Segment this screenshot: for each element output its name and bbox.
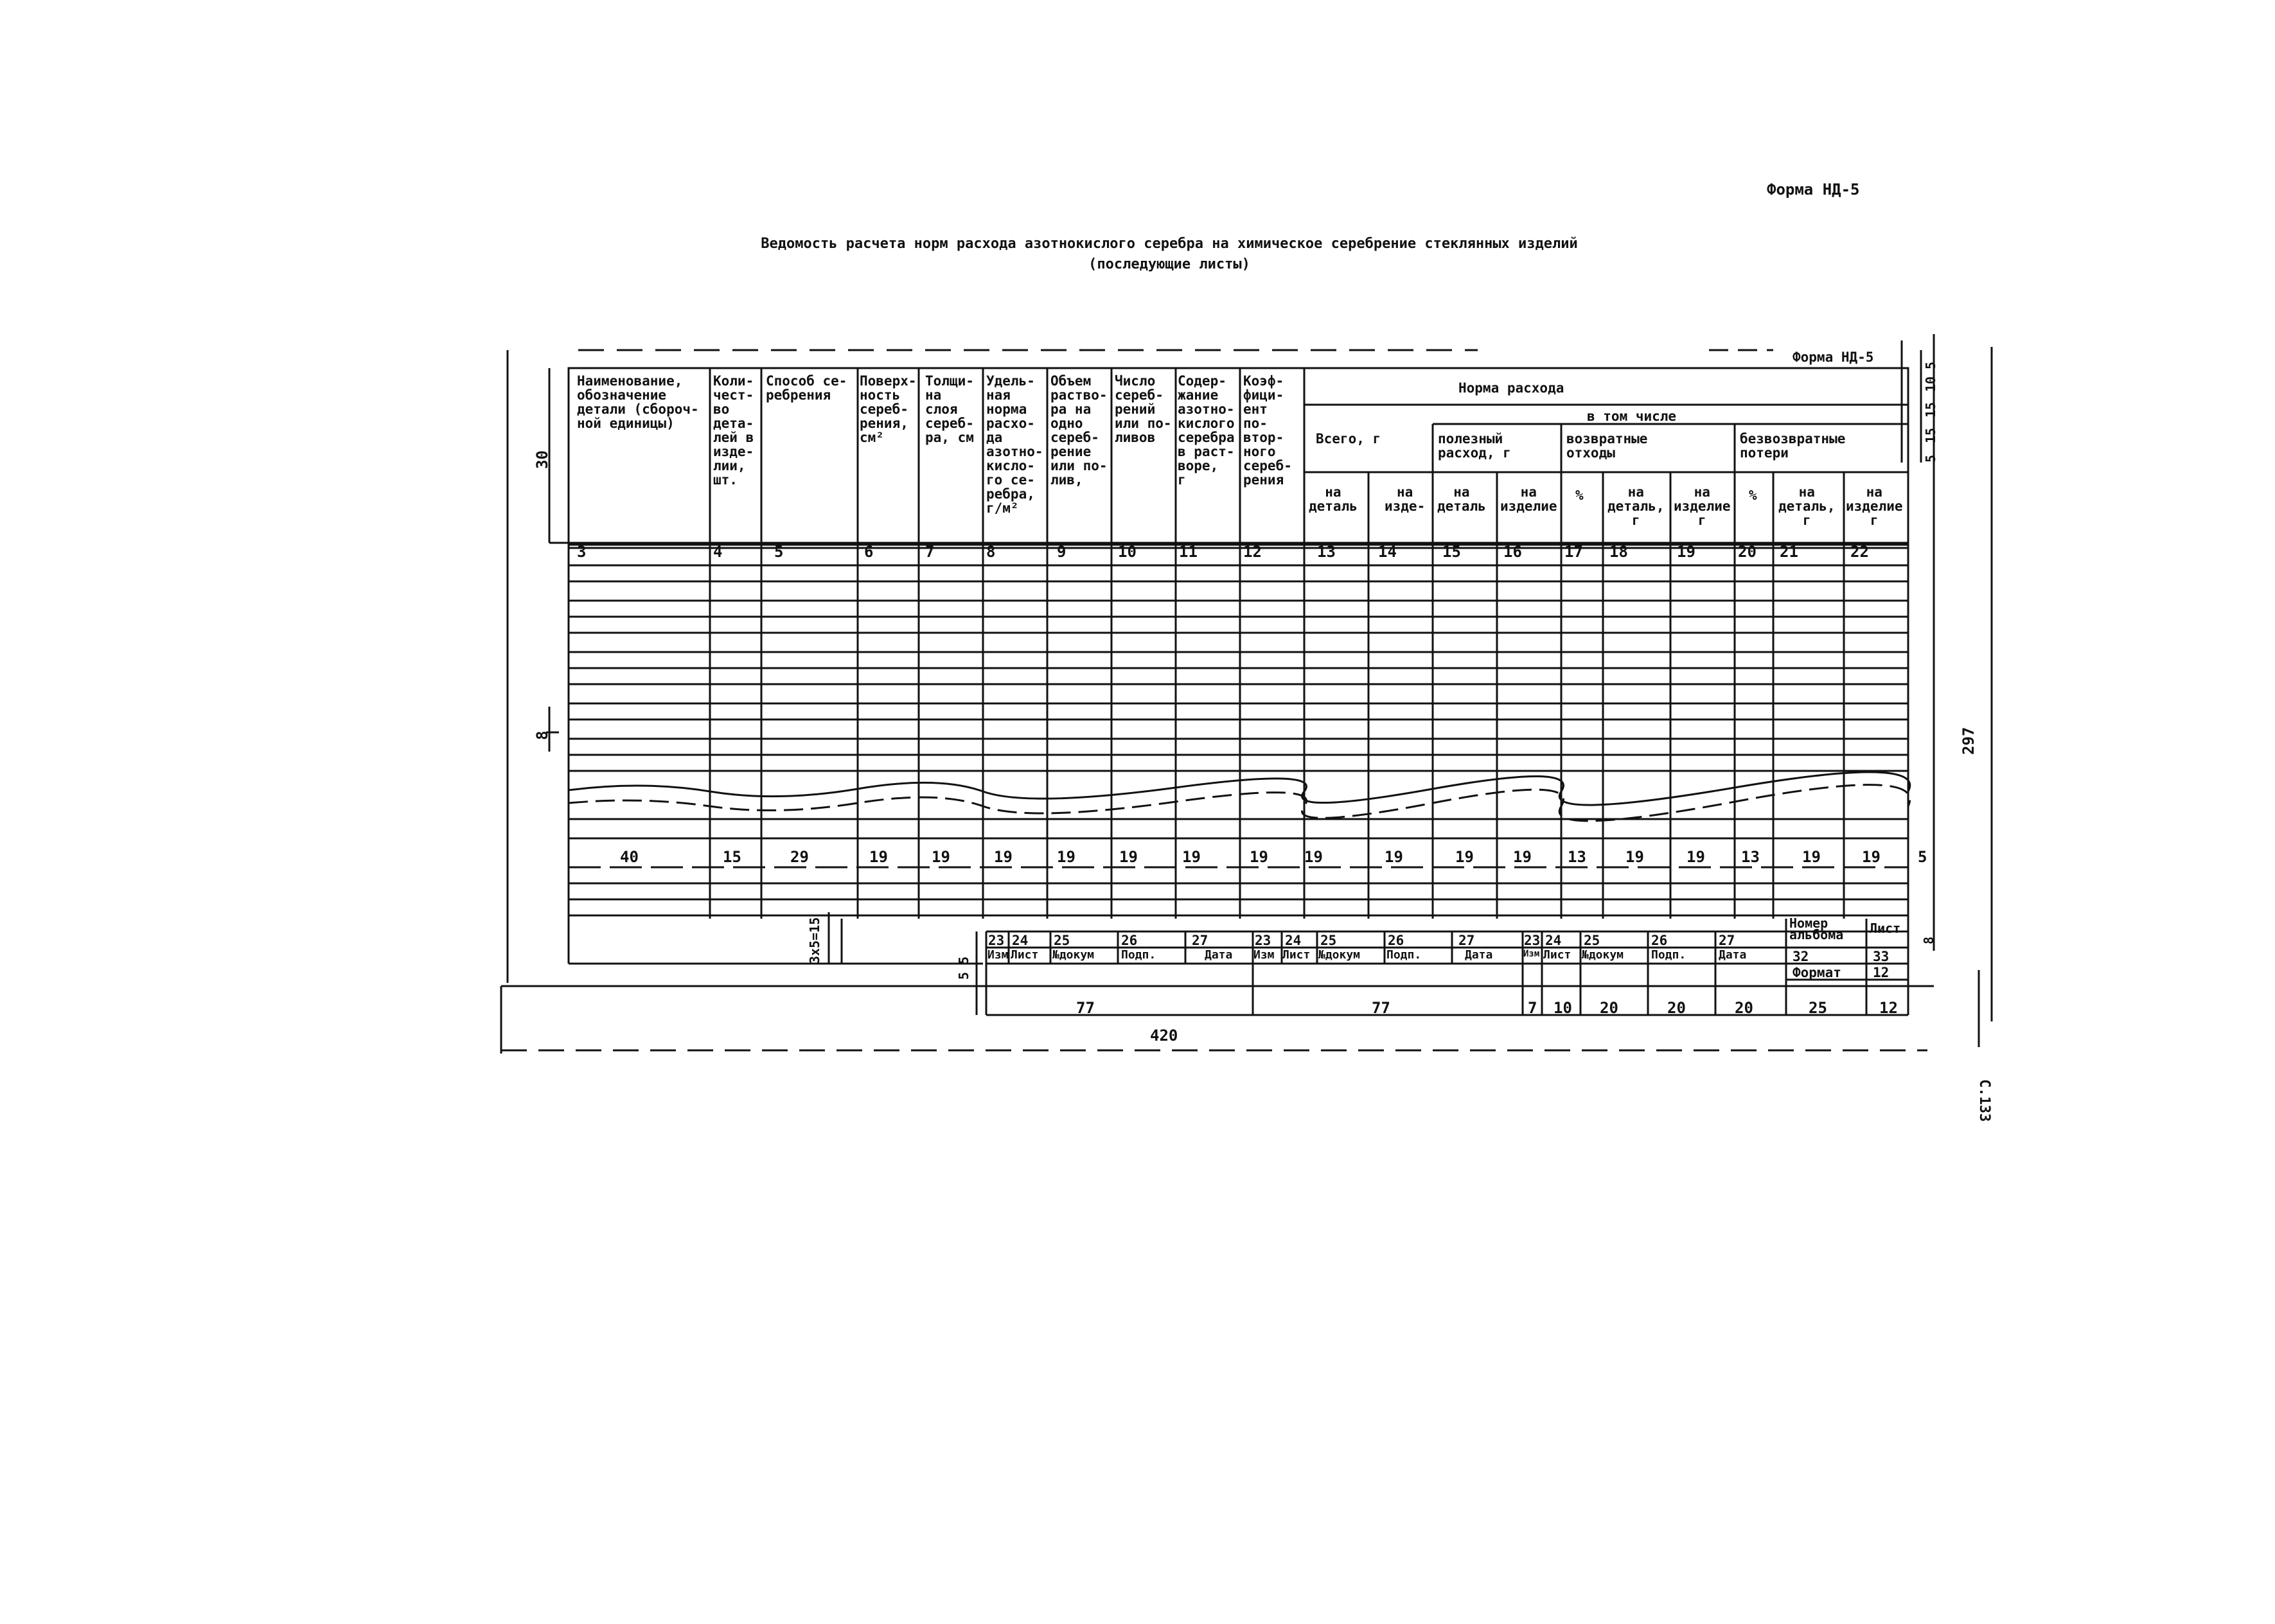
col-width-dim: 19	[1385, 848, 1403, 866]
col-number: 5	[774, 543, 784, 561]
col-number: 12	[1243, 543, 1262, 561]
col-22-header: на изделие г	[1846, 484, 1903, 529]
stamp-label: Лист	[1282, 948, 1311, 962]
stamp-code: 26	[1388, 933, 1404, 948]
col-6-header: Поверх- ность сереб- рения, см²	[860, 373, 917, 446]
col-number: 3	[577, 543, 587, 561]
col-number: 14	[1378, 543, 1397, 561]
col-number: 16	[1503, 543, 1522, 561]
nonreturnable-header: безвозвратные потери	[1740, 431, 1846, 461]
col-8-header: Удель- ная норма расхо- да азотно- кисло- го се- ребра, г/м²	[986, 373, 1043, 516]
stamp-code: 24	[1285, 933, 1302, 948]
col-width-dim: 13	[1741, 848, 1760, 866]
col-15-header: на деталь	[1437, 484, 1486, 515]
col-3-header: Наименование, обозначение детали (сбороч- ной единицы)	[577, 373, 699, 432]
col-number: 9	[1057, 543, 1067, 561]
header-height-dim: 30	[533, 450, 551, 469]
col-width-dim: 19	[1455, 848, 1474, 866]
bottom-dim: 77	[1372, 999, 1390, 1017]
col-19-header: на изделие г	[1674, 484, 1731, 529]
col-9-header: Объем раство- ра на одно сереб- рение или по- лив,	[1050, 373, 1108, 488]
stamp-code: 24	[1545, 933, 1562, 948]
col-number: 8	[986, 543, 996, 561]
page-number: С.133	[1976, 1079, 1992, 1122]
bottom-dim: 10	[1554, 999, 1572, 1017]
col-number: 13	[1317, 543, 1336, 561]
col-number: 15	[1442, 543, 1461, 561]
col-12-header: Коэф- фици- ент по- втор- ного сереб- рения	[1243, 373, 1292, 488]
stamp-label: Подп.	[1121, 948, 1156, 962]
col-number: 17	[1564, 543, 1583, 561]
col-11-header: Содер- жание азотно- кислого серебра в раст- воре, г	[1178, 373, 1235, 488]
document-title: Ведомость расчета норм расхода азотнокислого серебра на химическое серебрение стеклянных изделий	[761, 236, 1578, 252]
col-number: 7	[925, 543, 935, 561]
stamp-code: 23	[1255, 933, 1271, 948]
col-width-dim: 19	[1802, 848, 1821, 866]
stamp-label: №докум	[1582, 948, 1624, 962]
stamp-label: №докум	[1318, 948, 1361, 962]
stamp-row-dim: 5 5	[956, 956, 971, 980]
col-width-dim: 29	[790, 848, 809, 866]
col-width-dim: 19	[1513, 848, 1532, 866]
col-21-header: на деталь, г	[1778, 484, 1836, 529]
col-14-header: на изде-	[1385, 484, 1426, 515]
col-number: 20	[1738, 543, 1757, 561]
right-row-dim: 5	[1918, 848, 1927, 866]
including-header: в том числе	[1587, 409, 1677, 424]
bottom-dim: 20	[1667, 999, 1686, 1017]
col-7-header: Толщи- на слоя сереб- ра, см	[925, 373, 974, 446]
col-width-dim: 19	[869, 848, 888, 866]
stamp-code: 27	[1719, 933, 1735, 948]
col-number: 11	[1179, 543, 1198, 561]
returnable-header: возвратные отходы	[1566, 431, 1648, 461]
right-top-dim: 5	[1923, 361, 1938, 369]
stamp-code: 27	[1458, 933, 1475, 948]
form-label-top: Форма НД-5	[1767, 181, 1860, 199]
format-label: Формат	[1793, 965, 1841, 980]
col-width-dim: 19	[932, 848, 950, 866]
sheet-value: 33	[1873, 949, 1890, 964]
bottom-dim: 20	[1600, 999, 1618, 1017]
col-16-header: на изделие	[1500, 484, 1557, 515]
stamp-code: 23	[988, 933, 1005, 948]
right-top-dim: 10	[1923, 376, 1938, 392]
document-subtitle: (последующие листы)	[1088, 256, 1250, 272]
norm-group-header: Норма расхода	[1458, 380, 1564, 396]
stamp-code: 25	[1584, 933, 1600, 948]
col-number: 21	[1780, 543, 1798, 561]
col-width-dim: 19	[1182, 848, 1201, 866]
col-width-dim: 19	[1304, 848, 1323, 866]
col-20-header: %	[1749, 488, 1757, 503]
format-value: 12	[1873, 965, 1890, 980]
stamp-label: Лист	[1011, 948, 1039, 962]
stamp-code: 24	[1012, 933, 1029, 948]
col-width-dim: 15	[723, 848, 741, 866]
bottom-dim: 77	[1076, 999, 1095, 1017]
stamp-height-dim: 3x5=15	[807, 917, 822, 964]
stamp-label: Изм	[987, 948, 1009, 962]
stamp-label: Лист	[1543, 948, 1571, 962]
stamp-label: Подп.	[1651, 948, 1686, 962]
col-width-dim: 19	[994, 848, 1013, 866]
bottom-dim: 12	[1879, 999, 1898, 1017]
stamp-label: Подп.	[1386, 948, 1422, 962]
col-number: 22	[1850, 543, 1869, 561]
col-10-header: Число сереб- рений или по- ливов	[1115, 373, 1172, 446]
bottom-dim: 25	[1809, 999, 1827, 1017]
stamp-label: Изм	[1253, 948, 1275, 962]
col-width-dim: 19	[1625, 848, 1644, 866]
right-stamp-dim: 8	[1921, 936, 1936, 944]
stamp-code: 27	[1192, 933, 1208, 948]
bottom-dim: 7	[1528, 999, 1537, 1017]
bottom-dim: 20	[1735, 999, 1753, 1017]
stamp-label: №докум	[1052, 948, 1095, 962]
col-width-dim: 40	[620, 848, 639, 866]
col-number: 19	[1677, 543, 1695, 561]
col-width-dim: 19	[1057, 848, 1076, 866]
col-number: 10	[1118, 543, 1137, 561]
row-height-dim: 8	[533, 730, 551, 740]
stamp-code: 26	[1121, 933, 1138, 948]
stamp-label: Дата	[1205, 948, 1233, 962]
col-number: 6	[864, 543, 874, 561]
useful-header: полезный расход, г	[1438, 431, 1511, 461]
col-18-header: на деталь, г	[1607, 484, 1665, 529]
stamp-code: 26	[1651, 933, 1668, 948]
stamp-label: Дата	[1719, 948, 1747, 962]
right-top-dim: 15	[1923, 402, 1938, 418]
right-top-dim: 15	[1923, 427, 1938, 443]
col-13-header: на деталь	[1309, 484, 1358, 515]
form-label-inner: Форма НД-5	[1793, 349, 1874, 365]
col-width-dim: 19	[1250, 848, 1268, 866]
col-width-dim: 19	[1686, 848, 1705, 866]
col-17-header: %	[1575, 488, 1584, 503]
stamp-code: 25	[1054, 933, 1070, 948]
total-height-dim: 297	[1960, 727, 1978, 755]
album-value: 32	[1793, 949, 1809, 964]
col-number: 4	[713, 543, 723, 561]
album-label: Номер альбома	[1789, 915, 1844, 942]
total-width-dim: 420	[1150, 1027, 1178, 1045]
stamp-label: Изм	[1523, 949, 1540, 959]
stamp-code: 25	[1320, 933, 1337, 948]
stamp-code: 23	[1524, 933, 1541, 948]
col-number: 18	[1609, 543, 1628, 561]
sheet-label: Лист	[1870, 921, 1901, 936]
right-top-dim: 5	[1923, 454, 1938, 463]
stamp-label: Дата	[1465, 948, 1493, 962]
total-header: Всего, г	[1316, 431, 1381, 446]
col-5-header: Способ се- ребрения	[766, 373, 847, 403]
col-width-dim: 19	[1119, 848, 1138, 866]
col-width-dim: 13	[1568, 848, 1586, 866]
col-width-dim: 19	[1862, 848, 1881, 866]
col-4-header: Коли- чест- во дета- лей в изде- лии, шт.	[713, 373, 754, 488]
